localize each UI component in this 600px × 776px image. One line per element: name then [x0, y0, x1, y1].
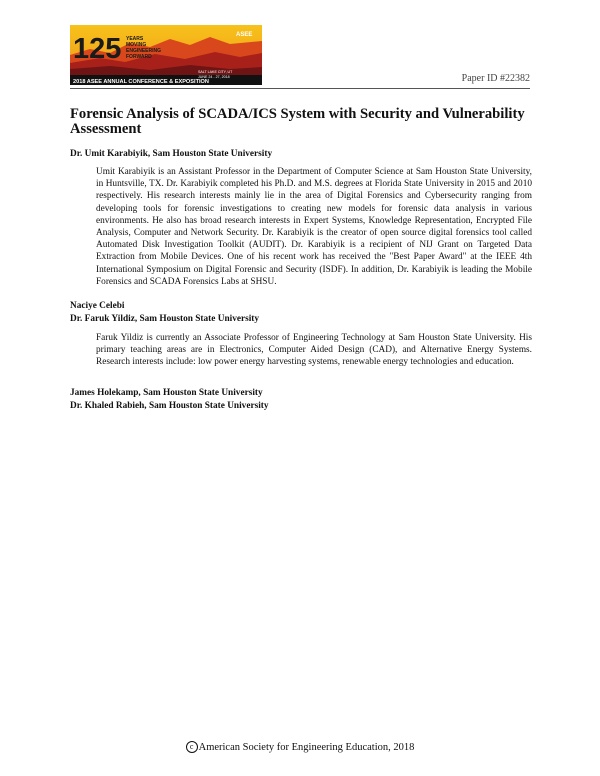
author-name-rabieh: Dr. Khaled Rabieh, Sam Houston State University — [70, 401, 269, 411]
paper-title: Forensic Analysis of SCADA/ICS System with Security and Vulnerability Assessment — [70, 106, 525, 137]
conference-location: SALT LAKE CITY, UT — [198, 70, 233, 74]
author-name-yildiz: Dr. Faruk Yildiz, Sam Houston State University — [70, 314, 260, 324]
author-name-celebi: Naciye Celebi — [70, 301, 125, 311]
header-rule — [70, 88, 530, 89]
copyright-icon: c — [186, 741, 198, 753]
copyright-text: American Society for Engineering Education, 2018 — [198, 742, 415, 753]
author-name-karabiyik: Dr. Umit Karabiyik, Sam Houston State University — [70, 149, 273, 159]
conference-dates: JUNE 24 - 27, 2018 — [198, 75, 230, 79]
author-bio-yildiz: Faruk Yildiz is currently an Associate Professor of Engineering Technology at Sam Houston State University. His primary teaching areas are in Electronics, Computer Aided Design (CAD), and Alternative Energy Systems. Research interests include: low power energy harvesting systems, renewable energy technologies and education. — [96, 333, 532, 368]
anniversary-number: 125 — [73, 33, 122, 65]
author-bio-karabiyik: Umit Karabiyik is an Assistant Professor in the Department of Computer Science at Sam Houston State University, in Huntsville, TX. Dr. Karabiyik completed his Ph.D. and M.S. degrees at Florida State University in 2015 and 2010 respectively. His research interests mainly lie in the area of Digital Forensics and Cybersecurity ranging from developing tools for forensic investigations to creating new models for forensic data analysis in various environments. He also has broad research interests in Expert Systems, Knowledge Representation, Encrypted File Analysis, Computer and Network Security. Dr. Karabiyik is the creator of open source digital forensics tool called Automated Disk Investigation Toolkit (AUDIT). Dr. Karabiyik is a recipient of NIJ Grant on Targeted Data Extraction from Mobile Devices. One of his recent work has received the "Best Paper Award" at the IEEE 4th International Symposium on Digital Forensic and Security (ISDF). In addition, Dr. Karabiyik is leading the Mobile Forensics and SCADA Forensics Labs at SHSU. — [96, 167, 532, 287]
tagline-line-4: FORWARD — [126, 54, 152, 60]
copyright-footer — [0, 741, 600, 753]
tagline-line-3: ENGINEERING — [126, 48, 162, 54]
tagline-line-2: MOVING — [126, 42, 147, 48]
paper-id: Paper ID #22382 — [461, 73, 530, 84]
conference-banner — [70, 25, 262, 85]
banner-graphic — [70, 25, 262, 85]
conference-name: 2018 ASEE ANNUAL CONFERENCE & EXPOSITION — [73, 79, 209, 85]
asee-brand: ASEE — [236, 32, 253, 38]
author-name-holekamp: James Holekamp, Sam Houston State University — [70, 388, 263, 398]
tagline-line-1: YEARS — [126, 36, 144, 42]
